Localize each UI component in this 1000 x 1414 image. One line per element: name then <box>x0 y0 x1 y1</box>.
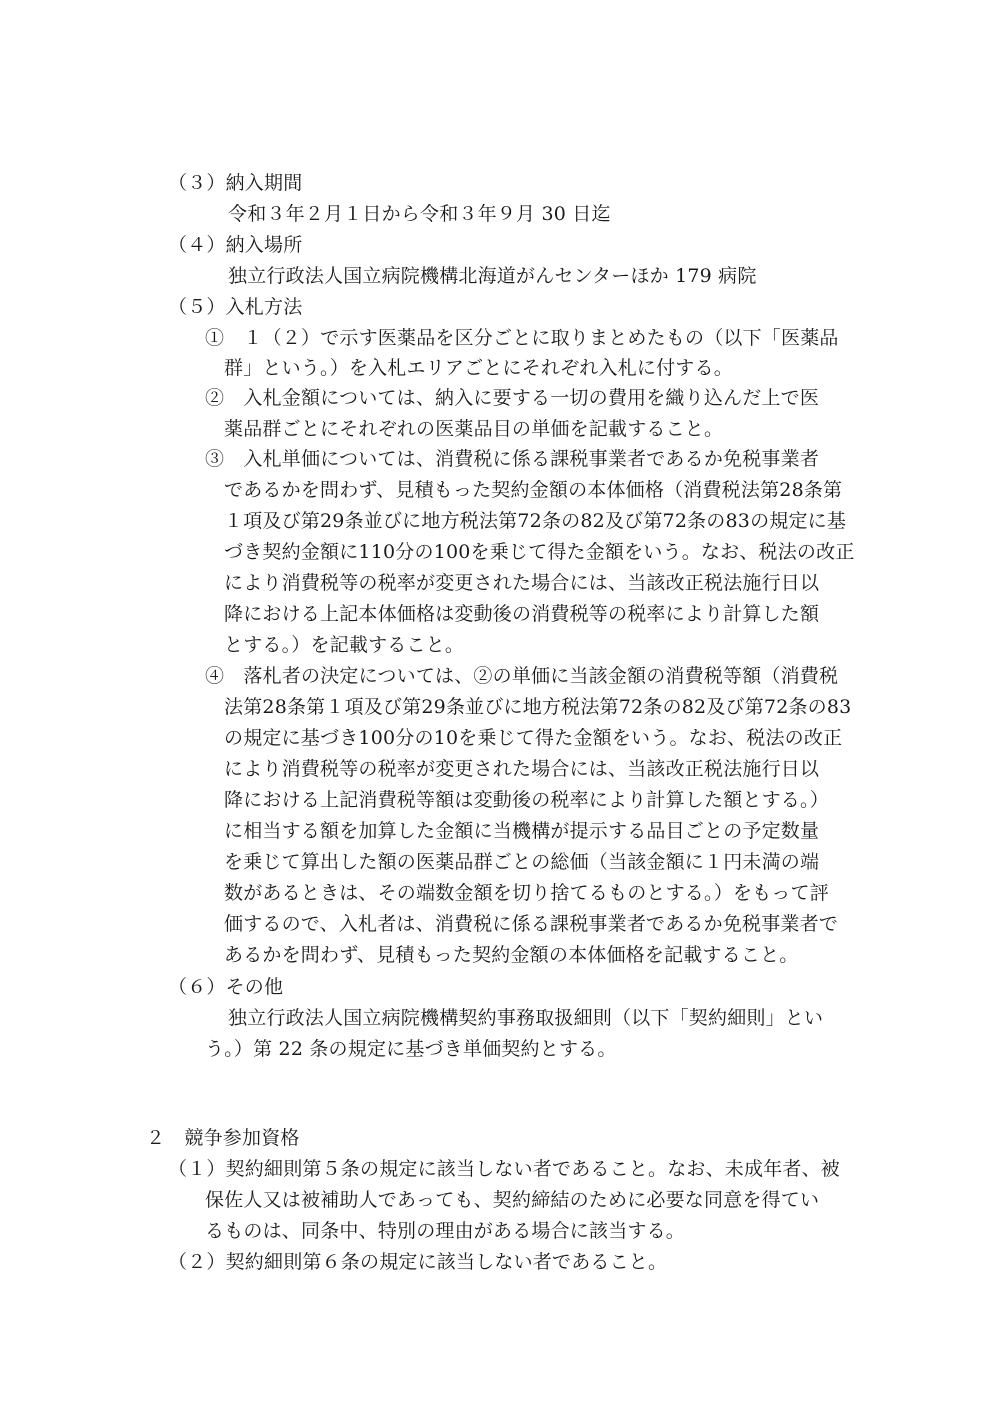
section-2-item-1-line: 保佐人又は被補助人であっても、契約締結のために必要な同意を得てい <box>205 1189 820 1211</box>
item-6-body-line: う。）第 22 条の規定に基づき単価契約とする。 <box>205 1038 617 1060</box>
item-5-point-3-line: 降における上記本体価格は変動後の消費税等の税率により計算した額 <box>224 603 820 625</box>
section-2-item-1-line: （１）契約細則第５条の規定に該当しない者であること。なお、未成年者、被 <box>168 1158 841 1180</box>
item-5-point-4-line: 降における上記消費税等額は変動後の税率により計算した額とする。） <box>224 789 829 811</box>
item-5-point-1-line: ① １（２）で示す医薬品を区分ごとに取りまとめたもの（以下「医薬品 <box>205 327 839 349</box>
item-5-point-4-line: に相当する額を加算した金額に当機構が提示する品目ごとの予定数量 <box>224 820 820 842</box>
item-5-point-3-line: とする。）を記載すること。 <box>224 634 465 656</box>
item-6-heading: （６）その他 <box>168 976 284 998</box>
section-2-item-1-line: るものは、同条中、特別の理由がある場合に該当する。 <box>205 1220 686 1242</box>
item-5-point-4-line: あるかを問わず、見積もった契約金額の本体価格を記載すること。 <box>224 944 799 966</box>
item-6-body-line: 独立行政法人国立病院機構契約事務取扱細則（以下「契約細則」とい <box>228 1007 824 1029</box>
item-5-point-4-line: を乗じて算出した額の医薬品群ごとの総価（当該金額に１円未満の端 <box>224 851 820 873</box>
item-5-point-2-line: ② 入札金額については、納入に要する一切の費用を織り込んだ上で医 <box>205 387 820 409</box>
item-3-body: 令和３年２月１日から令和３年９月 30 日迄 <box>228 203 611 225</box>
item-4-heading: （４）納入場所 <box>168 234 303 256</box>
item-5-point-4-line: 価するので、入札者は、消費税に係る課税事業者であるか免税事業者で <box>224 913 839 935</box>
item-5-point-3-line: づき契約金額に110分の100を乗じて得た金額をいう。なお、税法の改正 <box>224 541 855 563</box>
item-3-heading: （３）納入期間 <box>168 172 303 194</box>
item-5-point-3-line: ③ 入札単価については、消費税に係る課税事業者であるか免税事業者 <box>205 448 820 470</box>
section-2-heading: ２ 競争参加資格 <box>146 1127 300 1149</box>
item-5-point-1-line: 群」という。）を入札エリアごとにそれぞれ入札に付する。 <box>224 357 733 379</box>
item-5-point-4-line: の規定に基づき100分の10を乗じて得た金額をいう。なお、税法の改正 <box>224 727 843 749</box>
item-4-body: 独立行政法人国立病院機構北海道がんセンターほか 179 病院 <box>228 265 757 287</box>
item-5-point-3-line: １項及び第29条並びに地方税法第72条の82及び第72条の83の規定に基 <box>224 510 847 532</box>
item-5-point-4-line: により消費税等の税率が変更された場合には、当該改正税法施行日以 <box>224 758 820 780</box>
item-5-point-4-line: 法第28条第１項及び第29条並びに地方税法第72条の82及び第72条の83 <box>224 696 852 718</box>
section-2-item-2: （２）契約細則第６条の規定に該当しない者であること。 <box>168 1251 668 1273</box>
item-5-point-4-line: 数があるときは、その端数金額を切り捨てるものとする。）をもって評 <box>224 882 829 904</box>
item-5-heading: （５）入札方法 <box>168 296 303 318</box>
item-5-point-4-line: ④ 落札者の決定については、②の単価に当該金額の消費税等額（消費税 <box>205 665 839 687</box>
item-5-point-3-line: であるかを問わず、見積もった契約金額の本体価格（消費税法第28条第 <box>224 479 843 501</box>
item-5-point-2-line: 薬品群ごとにそれぞれの医薬品目の単価を記載すること。 <box>224 418 724 440</box>
item-5-point-3-line: により消費税等の税率が変更された場合には、当該改正税法施行日以 <box>224 572 820 594</box>
